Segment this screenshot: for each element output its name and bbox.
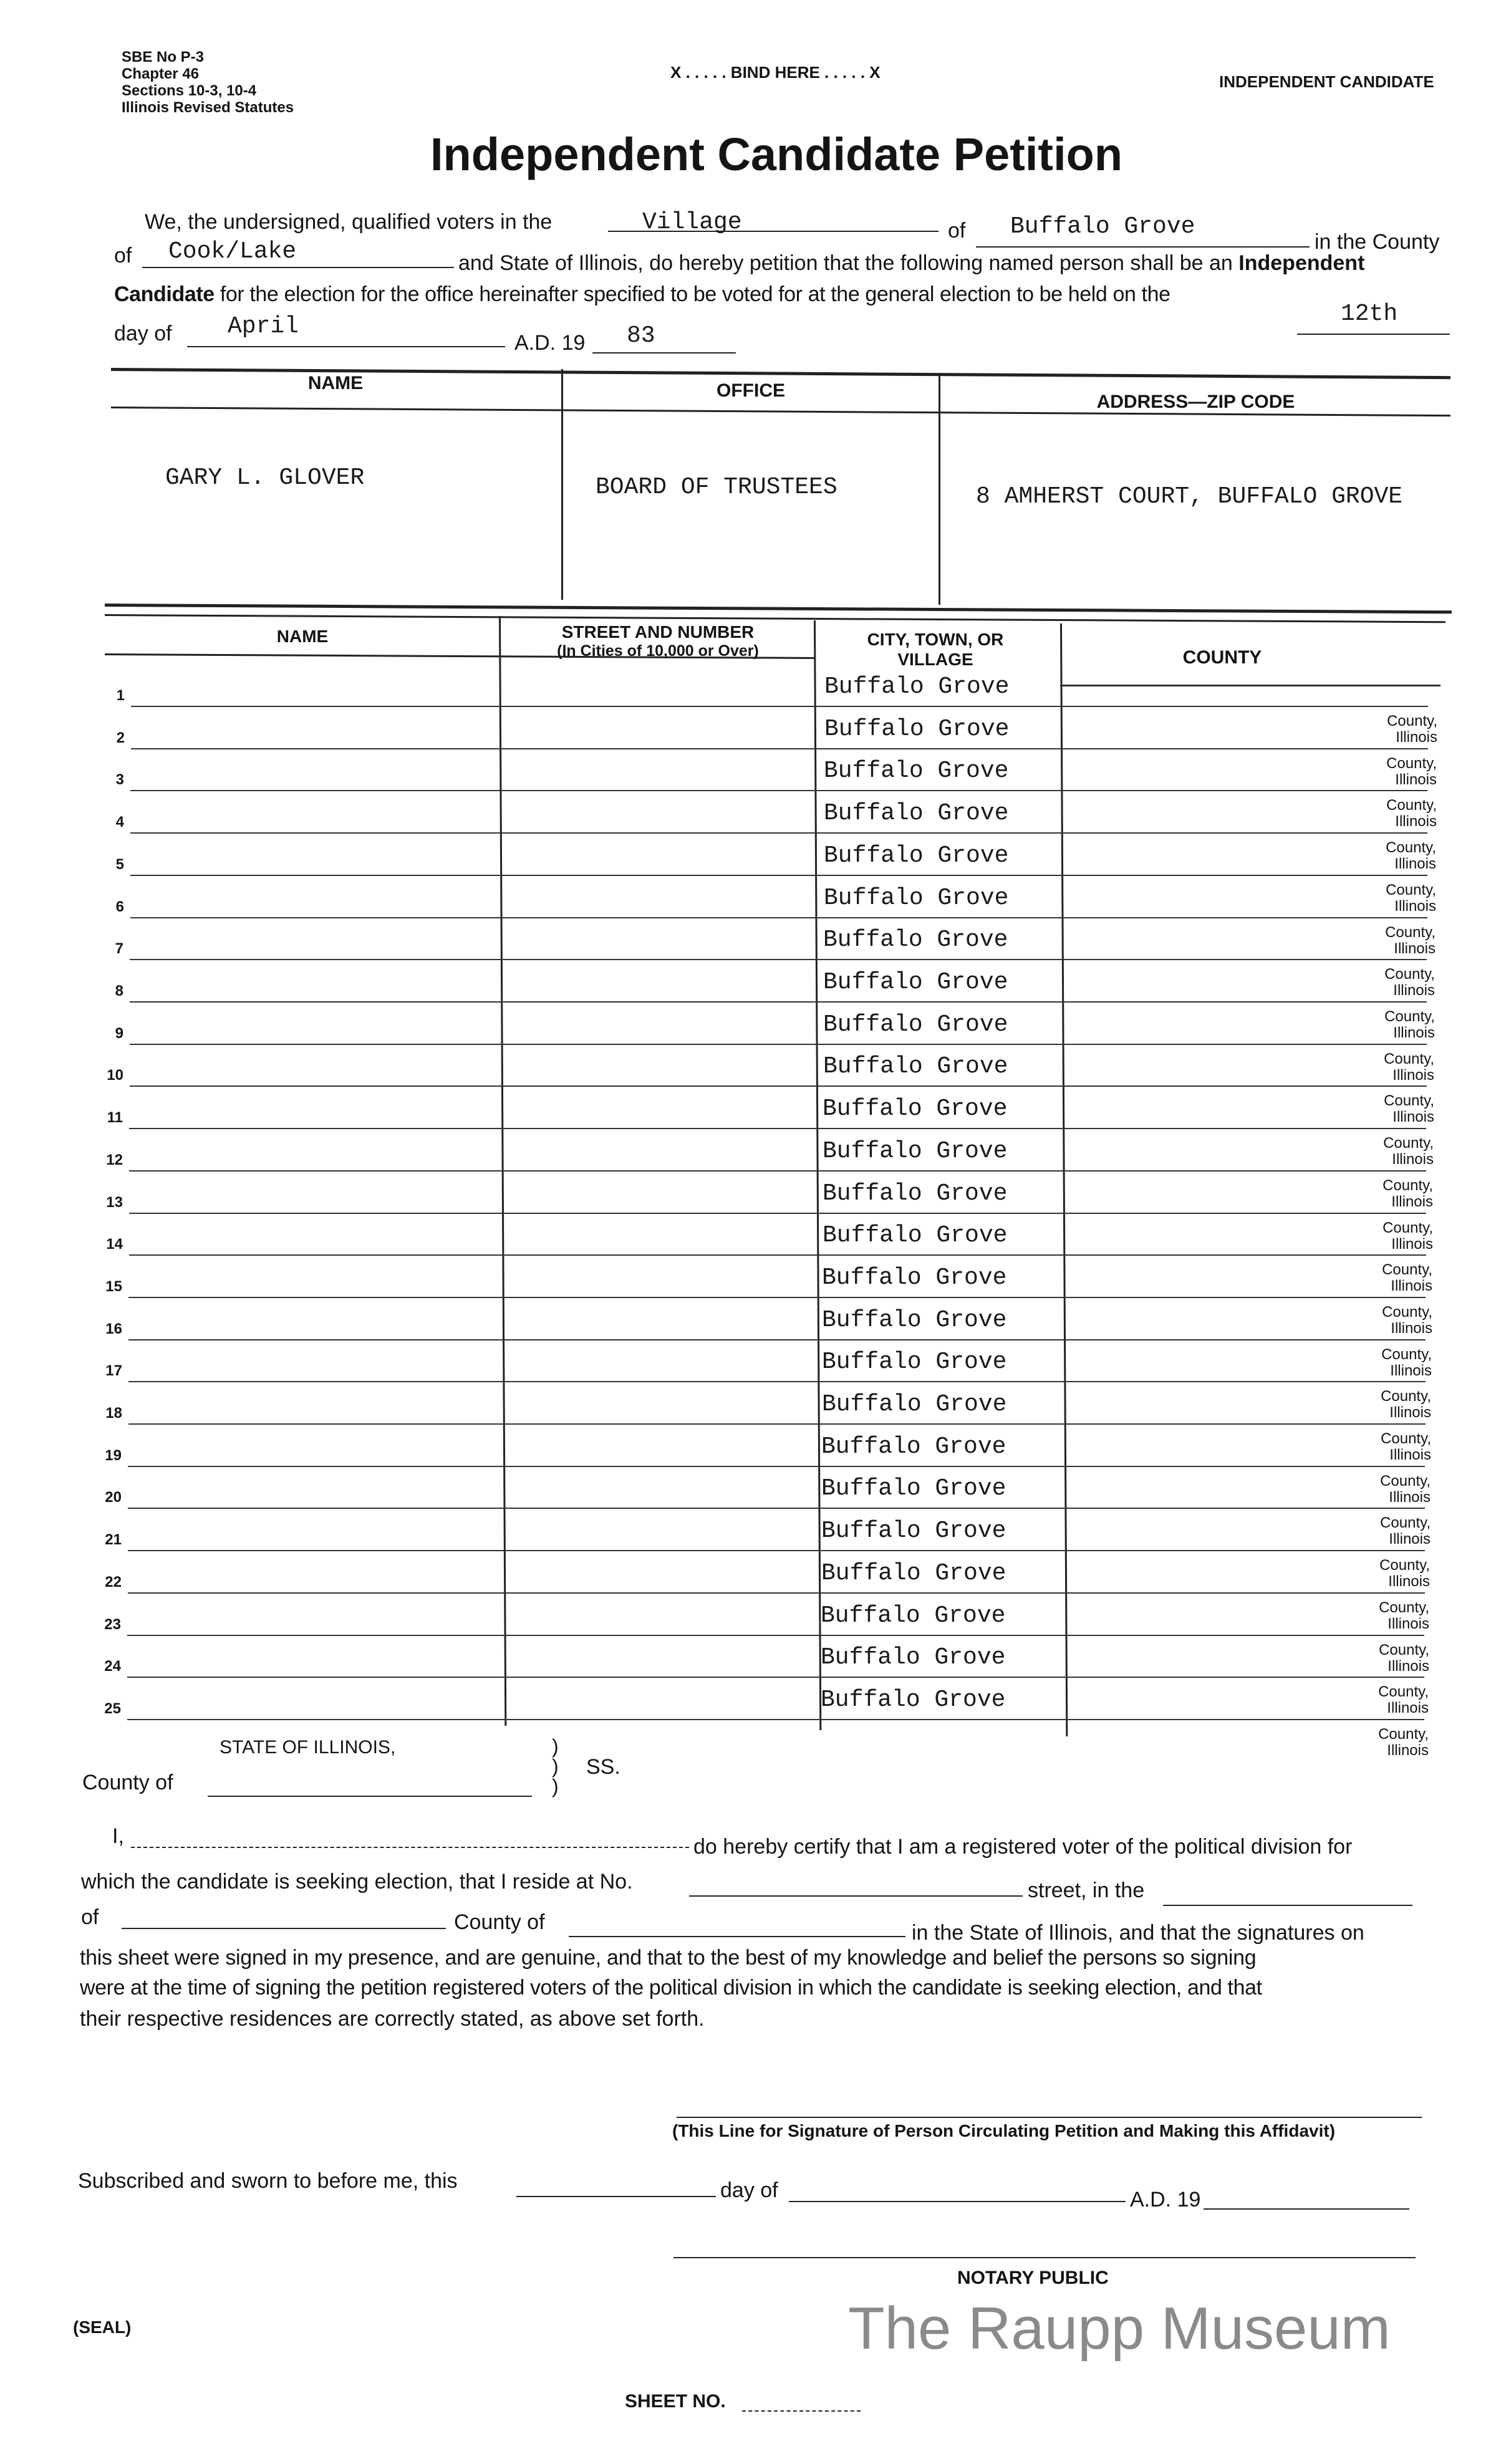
row-number: 14	[106, 1236, 123, 1253]
row-number: 1	[116, 687, 125, 704]
row-county-suffix	[1354, 925, 1436, 957]
row-county-suffix	[1349, 1473, 1431, 1506]
signature-row-line	[128, 1592, 1425, 1594]
row-county-suffix	[1351, 1304, 1432, 1337]
intro-text	[458, 251, 1364, 276]
circulator-signature-line	[677, 2117, 1422, 2118]
row-number: 15	[105, 1278, 122, 1295]
row-number: 6	[115, 898, 124, 915]
row-county-suffix	[1355, 840, 1436, 872]
county-word: County,	[1384, 1092, 1434, 1109]
affidavit-state: STATE OF ILLINOIS,	[220, 1737, 396, 1758]
state-word: Illinois	[1391, 1320, 1432, 1337]
state-word: Illinois	[1394, 855, 1436, 872]
election-day-value: 12th	[1341, 301, 1398, 327]
county-word: County,	[1381, 1346, 1432, 1363]
affidavit-text: of	[81, 1905, 99, 1929]
statute-line: Chapter 46	[122, 65, 200, 82]
signature-row-line	[129, 1254, 1426, 1256]
year-line	[592, 352, 736, 354]
row-number: 4	[115, 814, 124, 830]
intro-text: We, the undersigned, qualified voters in the	[145, 210, 553, 234]
county-word: County,	[1381, 1430, 1431, 1447]
year-value: 83	[627, 322, 655, 349]
row-county-suffix	[1349, 1557, 1430, 1590]
row-number: 20	[105, 1489, 122, 1506]
row-county-suffix	[1356, 797, 1437, 830]
row-number: 10	[107, 1067, 123, 1084]
county-word: County,	[1379, 1642, 1429, 1658]
signature-row-line	[130, 959, 1427, 960]
state-word: Illinois	[1394, 898, 1436, 915]
state-word: Illinois	[1393, 1024, 1435, 1041]
statute-line: Illinois Revised Statutes	[122, 99, 294, 116]
signature-row-line	[128, 1297, 1426, 1298]
statute-line: Sections 10-3, 10-4	[122, 82, 257, 99]
affidavit-text: County of	[454, 1910, 545, 1934]
intro-text	[114, 282, 1170, 307]
state-word: Illinois	[1388, 1573, 1430, 1590]
row-number: 19	[105, 1447, 122, 1464]
state-word: Illinois	[1387, 1658, 1429, 1675]
row-number: 17	[105, 1362, 122, 1379]
month-value: April	[228, 313, 299, 340]
intro-text: in the County	[1315, 230, 1440, 254]
city-header-line: CITY, TOWN, OR	[867, 630, 1004, 649]
row-city-value: Buffalo Grove	[822, 1307, 1007, 1334]
sworn-day-line	[516, 2196, 716, 2197]
signature-row-line	[130, 875, 1427, 876]
row-county-suffix	[1351, 1347, 1432, 1379]
row-county-suffix	[1351, 1262, 1432, 1294]
intro-text: A.D. 19	[514, 331, 586, 355]
intro-text: day of	[114, 322, 172, 345]
intro-text-span: and State of Illinois, do hereby petition that the following named person shall be an	[458, 251, 1233, 275]
state-word: Illinois	[1395, 771, 1437, 788]
county-word: County,	[1382, 1261, 1432, 1278]
signature-row-line	[130, 832, 1427, 834]
affidavit-brace	[552, 1736, 559, 1796]
state-word: Illinois	[1389, 1489, 1431, 1506]
signature-row-line	[130, 1085, 1427, 1087]
row-city-value: Buffalo Grove	[823, 969, 1008, 996]
row-county-suffix	[1356, 756, 1437, 788]
county-word: County,	[1383, 1177, 1433, 1194]
row-city-value: Buffalo Grove	[821, 1602, 1006, 1629]
row-city-value: Buffalo Grove	[822, 1349, 1007, 1375]
signature-row-line	[130, 1001, 1427, 1003]
sworn-month-line	[789, 2201, 1126, 2202]
county-word: County,	[1383, 1135, 1434, 1152]
row-county-suffix	[1354, 966, 1435, 999]
affidavit-text: their respective residences are correctly stated, as above set forth.	[80, 2007, 705, 2031]
signature-row-line	[127, 1677, 1424, 1678]
village-name-line	[976, 246, 1310, 248]
row-number: 16	[105, 1321, 122, 1337]
sworn-year-line	[1204, 2208, 1409, 2210]
state-word: Illinois	[1391, 1193, 1433, 1210]
row-county-suffix	[1353, 1051, 1434, 1084]
candidate-col-divider	[939, 373, 940, 605]
signature-row-line	[128, 1381, 1426, 1382]
village-type-value: Village	[642, 209, 742, 236]
election-day-line	[1297, 334, 1450, 335]
signers-name-header: NAME	[276, 627, 329, 646]
state-word: Illinois	[1389, 1531, 1431, 1547]
affidavit-county-label: County of	[82, 1771, 173, 1794]
bind-here-label: X . . . . . BIND HERE . . . . . X	[670, 63, 881, 82]
row-city-value: Buffalo Grove	[823, 1053, 1008, 1080]
signature-row-line	[127, 1719, 1424, 1720]
candidate-name-value: GARY L. GLOVER	[165, 464, 365, 491]
row-county-suffix	[1349, 1515, 1431, 1547]
state-word: Illinois	[1394, 940, 1436, 957]
row-number: 12	[106, 1152, 123, 1168]
row-city-value: Buffalo Grove	[824, 842, 1009, 869]
county-word: County,	[1380, 1473, 1431, 1489]
sworn-text: Subscribed and sworn to before me, this	[78, 2169, 458, 2193]
row-county-suffix	[1348, 1726, 1429, 1759]
state-word: Illinois	[1387, 1700, 1429, 1716]
row-city-value: Buffalo Grove	[824, 716, 1010, 743]
row-city-value: Buffalo Grove	[824, 885, 1009, 912]
signature-row-line	[130, 790, 1427, 791]
row-city-value: Buffalo Grove	[824, 758, 1009, 784]
signature-row-line	[131, 706, 1428, 707]
candidate-table-bottom	[105, 604, 1452, 614]
affidavit-text: which the candidate is seeking election, that I reside at No.	[81, 1870, 633, 1894]
county-of-line	[569, 1936, 905, 1937]
affidavit-ss: SS.	[586, 1755, 620, 1779]
city-line	[1163, 1905, 1412, 1906]
signers-col-divider	[814, 620, 821, 1730]
affidavit-text: I,	[112, 1824, 124, 1848]
signature-row-line	[128, 1466, 1425, 1467]
candidate-name-header: NAME	[307, 373, 364, 393]
affidavit-text: do hereby certify that I am a registered voter of the political division for	[693, 1835, 1353, 1859]
county-word: County,	[1386, 882, 1436, 898]
signature-row-line	[130, 917, 1427, 918]
row-number: 11	[107, 1109, 123, 1126]
county-value: Cook/Lake	[168, 238, 297, 265]
row-number: 2	[116, 729, 125, 746]
row-city-value: Buffalo Grove	[821, 1433, 1006, 1460]
signature-row-line	[129, 1128, 1426, 1129]
row-city-value: Buffalo Grove	[822, 1264, 1007, 1291]
signers-county-header: COUNTY	[1182, 647, 1262, 668]
row-county-suffix	[1355, 882, 1436, 915]
county-word: County,	[1386, 839, 1436, 856]
brace-char: )	[552, 1755, 559, 1778]
county-word: County,	[1387, 713, 1437, 729]
county-word: County,	[1384, 966, 1435, 983]
county-word: County,	[1383, 1220, 1433, 1236]
county-word: County,	[1382, 1304, 1432, 1321]
affidavit-text: street, in the	[1028, 1879, 1145, 1902]
state-word: Illinois	[1391, 1236, 1433, 1253]
sheet-number-line	[742, 2410, 861, 2412]
circulator-signature-note: (This Line for Signature of Person Circulating Petition and Making this Affidavit)	[672, 2121, 1336, 2140]
row-county-suffix	[1350, 1431, 1431, 1463]
village-name-value: Buffalo Grove	[1010, 213, 1195, 240]
notary-signature-line	[673, 2257, 1416, 2258]
intro-text: of	[948, 219, 966, 243]
row-number: 3	[115, 771, 124, 788]
row-county-suffix	[1354, 1009, 1435, 1041]
candidate-address-value: 8 AMHERST COURT, BUFFALO GROVE	[976, 483, 1403, 510]
affiant-name-line	[131, 1847, 689, 1848]
county-word: County,	[1384, 1008, 1435, 1025]
page-title: Independent Candidate Petition	[430, 128, 1123, 180]
brace-char: )	[552, 1735, 559, 1758]
county-word: County,	[1386, 755, 1437, 772]
intro-bold: Independent	[1238, 251, 1365, 275]
watermark: The Raupp Museum	[848, 2295, 1391, 2362]
state-word: Illinois	[1396, 729, 1437, 746]
county-word: County,	[1381, 1388, 1431, 1405]
signature-row-line	[129, 1170, 1426, 1172]
row-number: 13	[106, 1194, 123, 1211]
street-header-note: (In Cities of 10,000 or Over)	[557, 642, 759, 660]
state-word: Illinois	[1392, 1151, 1434, 1168]
signers-street-header	[502, 622, 814, 660]
row-county-suffix	[1350, 1388, 1431, 1421]
sheet-number-label: SHEET NO.	[625, 2391, 726, 2412]
notary-label: NOTARY PUBLIC	[957, 2268, 1109, 2288]
row-city-value: Buffalo Grove	[824, 673, 1010, 700]
of-line	[122, 1928, 446, 1929]
candidate-col-divider	[561, 369, 563, 600]
signature-row-line	[128, 1423, 1426, 1425]
row-city-value: Buffalo Grove	[823, 1011, 1008, 1038]
candidate-office-value: BOARD OF TRUSTEES	[596, 474, 837, 501]
row-city-value: Buffalo Grove	[823, 1095, 1008, 1122]
candidate-office-header: OFFICE	[717, 380, 785, 401]
brace-char: )	[552, 1775, 559, 1797]
signature-row-line	[130, 1044, 1427, 1045]
state-word: Illinois	[1389, 1446, 1431, 1463]
county-word: County,	[1379, 1599, 1429, 1616]
row-city-value: Buffalo Grove	[822, 1391, 1007, 1418]
row-city-value: Buffalo Grove	[823, 926, 1008, 953]
county-word: County,	[1386, 797, 1437, 814]
row-number: 8	[115, 983, 123, 999]
affidavit-text: in the State of Illinois, and that the signatures on	[912, 1921, 1364, 1945]
seal-label: (SEAL)	[73, 2317, 132, 2337]
row-city-value: Buffalo Grove	[824, 800, 1009, 827]
month-line	[187, 346, 505, 347]
city-header-line: VILLAGE	[897, 650, 973, 669]
sworn-text: A.D. 19	[1130, 2188, 1201, 2211]
row-number: 22	[105, 1574, 122, 1591]
row-county-suffix	[1348, 1600, 1429, 1632]
signature-row-line	[127, 1635, 1424, 1636]
row-number: 24	[104, 1658, 121, 1675]
state-word: Illinois	[1392, 1067, 1434, 1084]
sworn-text: day of	[720, 2178, 778, 2202]
row-city-value: Buffalo Grove	[823, 1138, 1008, 1165]
signature-row-line	[131, 748, 1428, 749]
state-word: Illinois	[1387, 1742, 1429, 1759]
row-city-value: Buffalo Grove	[821, 1644, 1006, 1671]
state-word: Illinois	[1395, 813, 1437, 830]
form-type-label: INDEPENDENT CANDIDATE	[1219, 72, 1434, 91]
row-number: 25	[104, 1700, 121, 1717]
candidate-address-header: ADDRESS—ZIP CODE	[1096, 392, 1295, 412]
county-column-rule	[1060, 685, 1441, 686]
affidavit-text: this sheet were signed in my presence, and are genuine, and that to the best of my knowledge and belief the persons so signing	[80, 1946, 1257, 1970]
affidavit-county-line	[208, 1796, 532, 1797]
state-word: Illinois	[1389, 1404, 1431, 1421]
row-city-value: Buffalo Grove	[823, 1180, 1008, 1207]
signature-row-line	[129, 1213, 1426, 1214]
county-word: County,	[1385, 924, 1436, 941]
row-county-suffix	[1353, 1093, 1434, 1125]
statute-line: SBE No P-3	[122, 49, 205, 65]
row-city-value: Buffalo Grove	[823, 1222, 1008, 1249]
statute-reference	[122, 49, 294, 116]
row-number: 23	[104, 1616, 121, 1633]
state-word: Illinois	[1392, 1109, 1434, 1125]
county-word: County,	[1379, 1557, 1430, 1574]
row-number: 5	[115, 856, 124, 873]
row-county-suffix	[1348, 1642, 1429, 1675]
county-word: County,	[1384, 1051, 1434, 1067]
county-line	[142, 267, 454, 268]
row-county-suffix	[1356, 713, 1437, 746]
row-number: 21	[105, 1531, 122, 1548]
signature-row-line	[128, 1339, 1426, 1340]
signature-row-line	[128, 1550, 1425, 1551]
row-number: 18	[105, 1405, 122, 1422]
row-city-value: Buffalo Grove	[821, 1475, 1006, 1502]
state-word: Illinois	[1391, 1278, 1432, 1294]
intro-text-span: for the election for the office hereinafter specified to be voted for at the general election to be held on the	[220, 282, 1170, 306]
row-city-value: Buffalo Grove	[821, 1560, 1006, 1587]
row-county-suffix	[1352, 1220, 1433, 1253]
state-word: Illinois	[1390, 1362, 1432, 1379]
signature-row-line	[128, 1508, 1425, 1509]
row-city-value: Buffalo Grove	[821, 1518, 1006, 1544]
state-word: Illinois	[1393, 982, 1435, 999]
signers-city-header	[811, 630, 1060, 670]
intro-text: of	[114, 244, 132, 267]
row-county-suffix	[1353, 1135, 1434, 1168]
state-word: Illinois	[1387, 1615, 1429, 1632]
street-number-line	[689, 1895, 1023, 1897]
row-county-suffix	[1348, 1684, 1429, 1716]
county-word: County,	[1378, 1683, 1429, 1700]
row-city-value: Buffalo Grove	[821, 1687, 1006, 1713]
county-word: County,	[1380, 1514, 1431, 1531]
row-number: 7	[115, 940, 123, 957]
county-word: County,	[1378, 1726, 1429, 1743]
affidavit-text: were at the time of signing the petition registered voters of the political division in which the candidate is seeking election, and that	[80, 1976, 1262, 2000]
street-header-line: STREET AND NUMBER	[561, 622, 755, 642]
row-county-suffix	[1352, 1178, 1433, 1210]
intro-bold: Candidate	[114, 282, 215, 306]
row-number: 9	[115, 1025, 123, 1042]
